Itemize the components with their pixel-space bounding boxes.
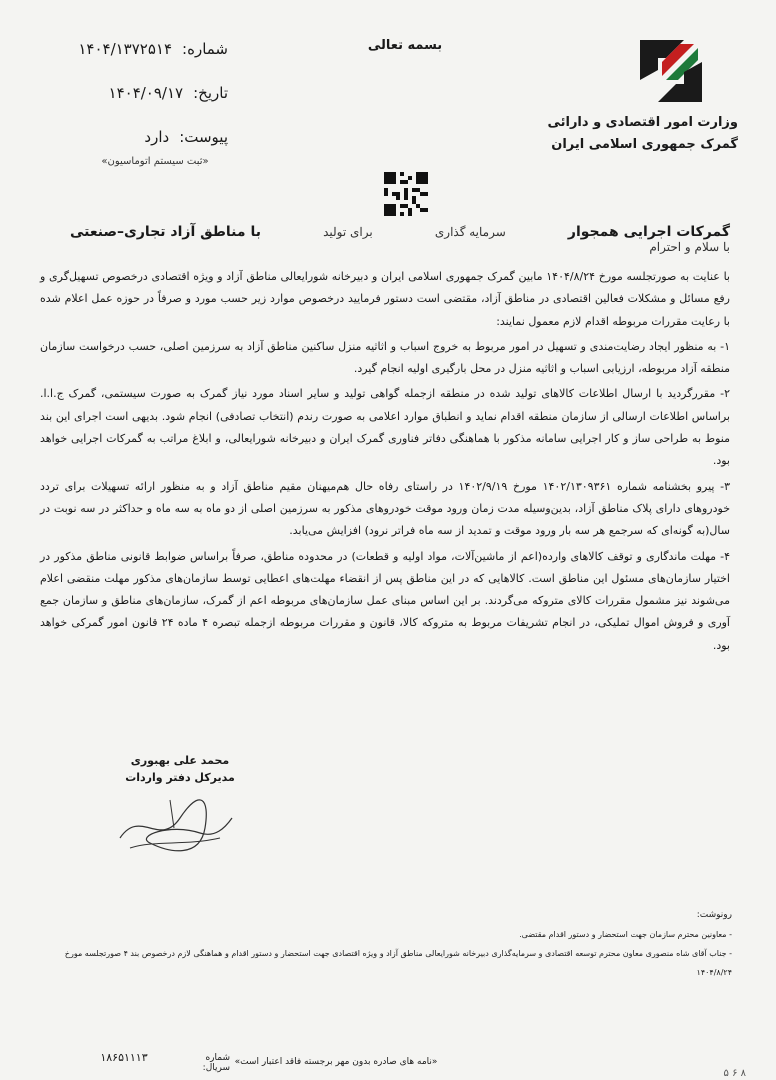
copies-section [46,906,732,982]
body-item-4: ۴- مهلت ماندگاری و توقف کالاهای وارده(اعم از ماشین‌آلات، مواد اولیه و قطعات) در محدوده مناطق، صرفاً براساس ضوابط قانونی مناطق مذکور در اختیار سازمان‌های مسئول این مناطق است. کالاهایی که در این مناطق پس از انقضاء مهلت‌های اعطایی توسط سازمان‌های مذکور مهلت منقضی اعلام می‌شوند نیز مشمول مقررات کالای متروکه می‌گردند. بر این اساس مبنای عمل سازمان‌های مربوطه اعم از گمرک، سازمان‌های مناطق و سازمان جمع آوری و فروش اموال تملیکی، در انجام تشریفات مربوط به متروکه کالا، قانون و مقررات مربوطه ازجمله تبصره ۴ ماده ۲۴ قانون امور گمرکی خواهد بود. [40,549,730,652]
number-row [28,40,228,84]
recipients-line [70,220,730,244]
body-item-2: ۲- مقررگردید با ارسال اطلاعات کالاهای تولید شده در منطقه ازجمله گواهی تولید و سایر اسناد مورد نیاز گمرک به صورت سیستمی، گمرک ج.ا.ا. براساس اطلاعات ارسالی از سازمان منطقه اقدام نماید و انطباق موارد اعلامی به صورت رندم (انتخاب تصادفی) انجام شود. بدیهی است اجرای این بند منوط به طراحی ساز و کار اجرایی سامانه مذکور با هماهنگی دفاتر فناوری گمرک ایران و دبیرخانه شورایعالی، و ابلاغ مراتب به گمرکات اجرایی خواهد بود. [40,387,730,468]
handwritten-production: برای تولید [323,225,373,239]
automation-note: «ثبت سیستم اتوماسیون» [101,156,209,167]
signatory [120,752,240,786]
customs-name: گمرک جمهوری اسلامی ایران [551,137,738,152]
attachment-label: پیوست: [179,128,228,146]
greeting: با سلام و احترام [649,240,730,254]
bismillah: بسمه تعالی [367,38,443,53]
body-item-1: ۱- به منظور ایجاد رضایت‌مندی و تسهیل در امور مربوط به خروج اسباب و اثاثیه منزل ساکنین مناطق آزاد به سرزمین اصلی، حسب درخواست سازمان منطقه آزاد مربوطه، ارزیابی اسباب و اثاثیه منزل در محل بارگیری اولیه انجام گیرد. [40,339,730,376]
qr-code-icon [384,172,428,216]
footer-validity-note: «نامه های صادره بدون مهر برجسته فاقد اعتبار است» [234,1057,438,1067]
attachment-value: دارد [144,128,170,146]
copies-heading: رونوشت: [696,910,732,920]
serial-label: شماره سریال: [202,1053,230,1073]
number-value: ۱۴۰۴/۱۳۷۲۵۱۴ [78,40,173,58]
recipient-free-zones: با مناطق آزاد تجاری–صنعتی [70,224,261,240]
customs-logo-icon [636,36,706,106]
letter-meta [28,40,228,172]
signatory-title: مدیرکل دفتر واردات [125,771,235,784]
number-label: شماره: [182,40,228,58]
date-value: ۱۴۰۴/۰۹/۱۷ [108,84,184,102]
date-label: تاریخ: [193,84,228,102]
signatory-name: محمد علی بهبوری [130,754,230,767]
letter-body [40,266,730,660]
ministry-name: وزارت امور اقتصادی و دارائی [547,115,738,130]
serial-value: ۱۸۶۵۱۱۱۳ [100,1051,148,1064]
recipient-customs: گمرکات اجرایی همجوار [567,224,730,240]
copy-line-1: - معاونین محترم سازمان جهت استحضار و دستور اقدام مقتضی. [519,930,732,939]
body-intro: با عنایت به صورتجلسه مورخ ۱۴۰۴/۸/۲۴ مابین گمرک جمهوری اسلامی ایران و دبیرخانه شورایعالی مناطق آزاد و ویژه اقتصادی درخصوص تسهیل‌گری و رفع مسائل و مشکلات فعالین اقتصادی در مناطق آزاد، مقتضی است دستور فرمایید درخصوص موارد زیر حسب مورد و صرفاً در حوزه عمل اعلام شده با رعایت مقررات مربوطه اقدام لازم معمول نمایند: [40,270,730,328]
signature-icon [110,788,240,858]
bottom-mark: ۵ ۶ ۸ [723,1068,746,1079]
ministry-block [538,112,738,156]
date-row [28,84,228,128]
handwritten-investment: سرمایه گذاری [434,225,506,239]
body-item-3: ۳- پیرو بخشنامه شماره ۱۴۰۲/۱۳۰۹۳۶۱ مورخ ۱۴۰۲/۹/۱۹ در راستای رفاه حال هم‌میهنان مقیم مناطق آزاد و به منظور ارائه تسهیلات برای تردد خودروهای دارای پلاک مناطق آزاد، بدین‌وسیله مدت زمان ورود موقت خودروهای مذکور به سرزمین اصلی از دو ماه به سه ماه و حداکثر در سه نوبت در سال(به گونه‌ای که سرجمع هر سه بار ورود موقت و تمدید از سه ماه فراتر نرود) افزایش می‌یابد. [40,479,731,538]
copy-line-2: - جناب آقای شاه منصوری معاون محترم توسعه اقتصادی و سرمایه‌گذاری دبیرخانه شورایعالی مناطق آزاد و ویژه اقتصادی جهت استحضار و دستور اقدام و هماهنگی لازم درخصوص بند ۴ صورتجلسه مورخ ۱۴۰۴/۸/۲۴ [64,949,732,977]
